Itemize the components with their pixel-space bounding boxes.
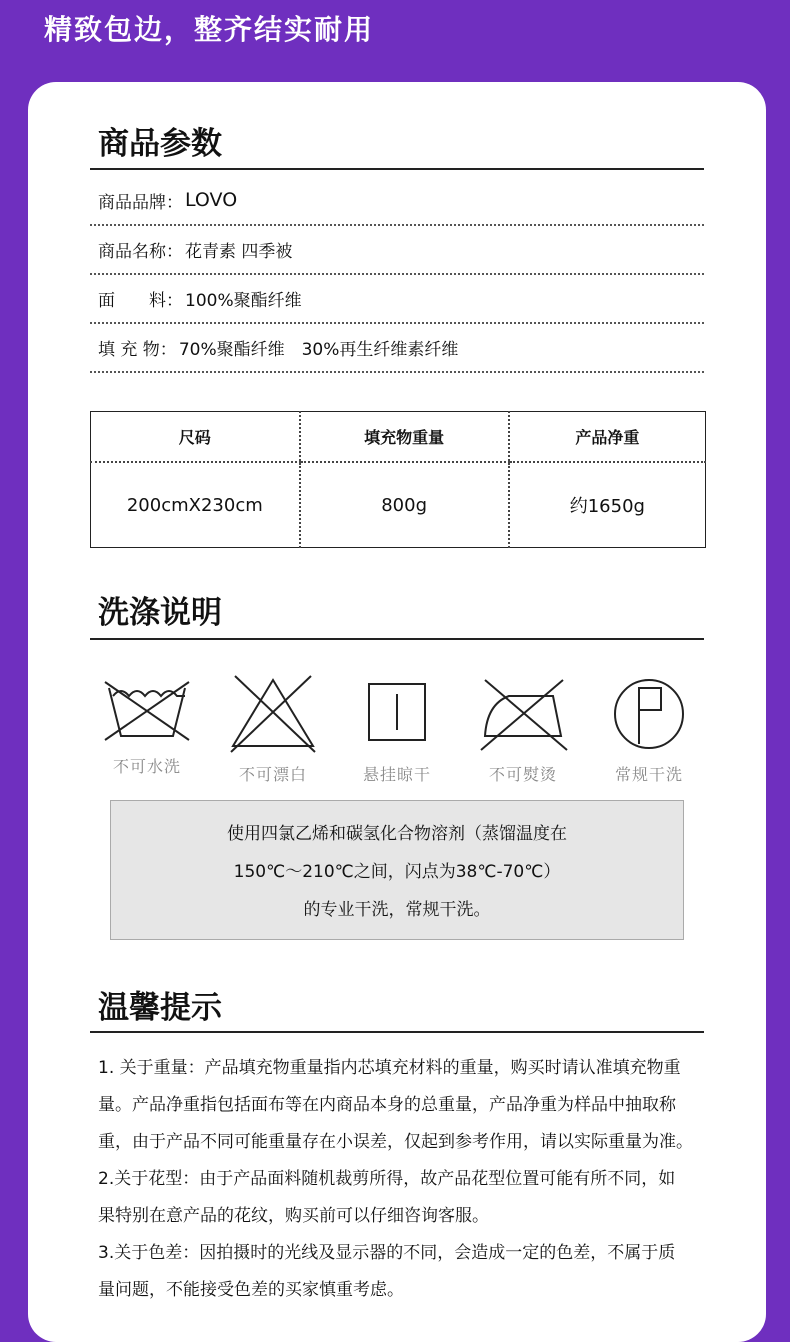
param-label: 填 充 物： (98, 339, 177, 360)
no-iron-icon (475, 674, 571, 754)
param-row-brand (90, 176, 704, 226)
wash-icon-label: 不可漂白 (238, 765, 307, 784)
spec-value-filling-weight: 800g (300, 462, 509, 548)
tip-line: 2.关于花型：由于产品面料随机裁剪所得，故产品花型位置可能有所不同，如 (98, 1169, 676, 1189)
no-bleach-icon (225, 674, 321, 754)
wash-item-no-washing (92, 674, 202, 777)
params-title: 商品参数 (98, 126, 222, 162)
dry-clean-note (110, 800, 684, 940)
param-row-filling (90, 323, 704, 373)
spec-value-net-weight: 约1650g (509, 462, 706, 548)
wash-icon-label: 不可熨烫 (488, 765, 557, 784)
tip-line: 量。产品净重指包括面布等在内商品本身的总重量，产品净重为样品中抽取称 (98, 1095, 676, 1115)
spec-header-net-weight: 产品净重 (509, 412, 706, 463)
content-card (28, 82, 766, 1342)
note-line: 的专业干洗，常规干洗。 (303, 900, 491, 920)
wash-item-no-iron (468, 674, 578, 785)
param-label: 面 料： (98, 290, 183, 311)
spec-value-size: 200cmX230cm (126, 494, 263, 516)
wash-item-dry-clean (594, 674, 704, 785)
params-title-rule (90, 168, 704, 170)
tips-title: 温馨提示 (98, 990, 222, 1026)
wash-icons (90, 674, 704, 784)
param-value: 花青素 四季被 (185, 241, 293, 262)
param-value: LOVO (185, 189, 238, 211)
wash-icon-label: 常规干洗 (614, 765, 683, 784)
spec-table-value-row (91, 462, 706, 548)
tip-line: 果特别在意产品的花纹，购买前可以仔细咨询客服。 (98, 1206, 489, 1226)
wash-icon-label: 不可水洗 (112, 757, 181, 776)
spec-table-header-row (91, 412, 706, 463)
tips-body (98, 1050, 722, 1309)
tip-line: 3.关于色差：因拍摄时的光线及显示器的不同，会造成一定的色差，不属于质 (98, 1243, 676, 1263)
wash-item-no-bleach (218, 674, 328, 785)
param-value: 100%聚酯纤维 (185, 290, 302, 311)
note-line: 使用四氯乙烯和碳氢化合物溶剂（蒸馏温度在 (227, 824, 567, 844)
param-label: 商品品牌： (98, 192, 183, 213)
wash-item-line-dry (342, 674, 452, 785)
tip-line: 量问题，不能接受色差的买家慎重考虑。 (98, 1280, 404, 1300)
spec-header-filling-weight: 填充物重量 (300, 412, 509, 463)
note-line: 150℃～210℃之间，闪点为38℃-70℃） (233, 862, 561, 882)
wash-title-rule (90, 638, 704, 640)
param-row-name (90, 225, 704, 275)
banner-title: 精致包边，整齐结实耐用 (44, 13, 375, 46)
dry-clean-icon (601, 674, 697, 754)
param-value: 70%聚酯纤维 30%再生纤维素纤维 (178, 339, 459, 360)
line-dry-icon (349, 674, 445, 754)
spec-table (90, 411, 706, 548)
wash-title: 洗涤说明 (98, 595, 222, 631)
spec-header-size: 尺码 (91, 412, 300, 463)
wash-icon-label: 悬挂晾干 (362, 765, 431, 784)
param-row-fabric (90, 274, 704, 324)
tip-line: 重，由于产品不同可能重量存在小误差，仅起到参考作用，请以实际重量为准。 (98, 1132, 693, 1152)
no-washing-icon (99, 674, 195, 746)
tip-line: 1. 关于重量：产品填充物重量指内芯填充材料的重量，购买时请认准填充物重 (98, 1058, 681, 1078)
param-label: 商品名称： (98, 241, 183, 262)
tips-title-rule (90, 1031, 704, 1033)
